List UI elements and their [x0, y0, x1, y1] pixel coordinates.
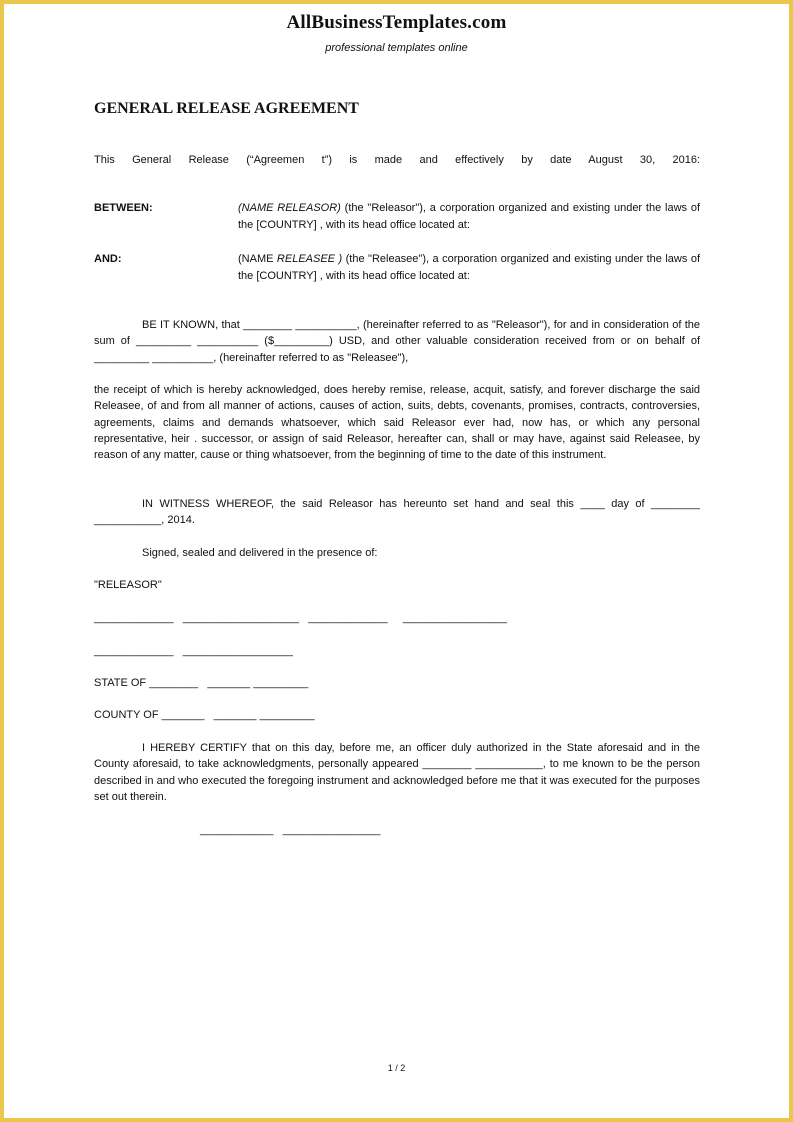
releasor-signature-label: "RELEASOR": [94, 579, 162, 591]
brand-tagline: professional templates online: [325, 42, 468, 54]
between-party-text: (the "Releasor"), a corporation organized and existing under the laws of the [COUNTRY] , with its head office located at:: [238, 202, 701, 231]
state-of-line: STATE OF ________ _______ _________: [94, 677, 309, 689]
signed-sealed-line: Signed, sealed and delivered in the presence of:: [142, 547, 378, 559]
witness-paragraph: IN WITNESS WHEREOF, the said Releasor has hereunto set hand and seal this ____ day of ________ ___________, 2014.: [94, 498, 700, 527]
releasor-name-placeholder: (NAME RELEASOR): [238, 202, 341, 214]
county-of-line: COUNTY OF _______ _______ _________: [94, 709, 315, 721]
intro-paragraph: This General Release (“Agreemen t”) is made and effectively by date August 30, 2016:: [94, 154, 700, 166]
and-party-text: (the "Releasee"), a corporation organized and existing under the laws of the [COUNTRY] , with its head office located at:: [238, 253, 700, 282]
receipt-paragraph: the receipt of which is hereby acknowledged, does hereby remise, release, acquit, satisfy, and forever discharge the said Releasee, of and from all manner of actions, causes of action, suits, debts, covenants, promises, contracts, controversies, agreements, claims and demands whatsoever, which said Releasor ever had, now has, or which any personal representative, heir . successor, or assign of said Releasor, hereafter can, shall or may have, against said Releasee, by reason of any matter, cause or thing whatsoever, from the beginning of time to the date of this instrument.: [94, 384, 700, 462]
certify-paragraph: I HEREBY CERTIFY that on this day, before me, an officer duly authorized in the State aforesaid and in the County aforesaid, to take acknowledgments, personally appeared ________ ___________, to me known to be the person described in and who executed the foregoing instrument and acknowledged before me that it was executed for the purposes set out therein.: [94, 742, 700, 803]
page-number: 1 / 2: [387, 1063, 406, 1073]
between-label: BETWEEN:: [94, 202, 153, 214]
document-page: [4, 4, 789, 1118]
signature-row-2: _____________ __________________: [94, 645, 293, 657]
signature-row-1: _____________ ___________________ _____________ _________________: [94, 612, 507, 624]
be-it-known-paragraph: BE IT KNOWN, that ________ __________, (hereinafter referred to as "Releasor"), for and in consideration of the sum of _________ __________ ($_________) USD, and other valuable consideration received from or on behalf of _________ __________, (hereinafter referred to as "Releasee"),: [94, 319, 700, 364]
brand-logo-text[interactable]: AllBusinessTemplates.com: [286, 12, 507, 33]
and-party: [238, 251, 700, 285]
and-label: AND:: [94, 253, 122, 265]
document-title: GENERAL RELEASE AGREEMENT: [94, 100, 359, 117]
releasee-name-placeholder: RELEASEE ): [276, 253, 343, 265]
notary-signature-line: ____________ ________________: [200, 824, 381, 836]
releasee-name-open: (NAME: [238, 253, 277, 265]
between-party: [238, 200, 700, 234]
